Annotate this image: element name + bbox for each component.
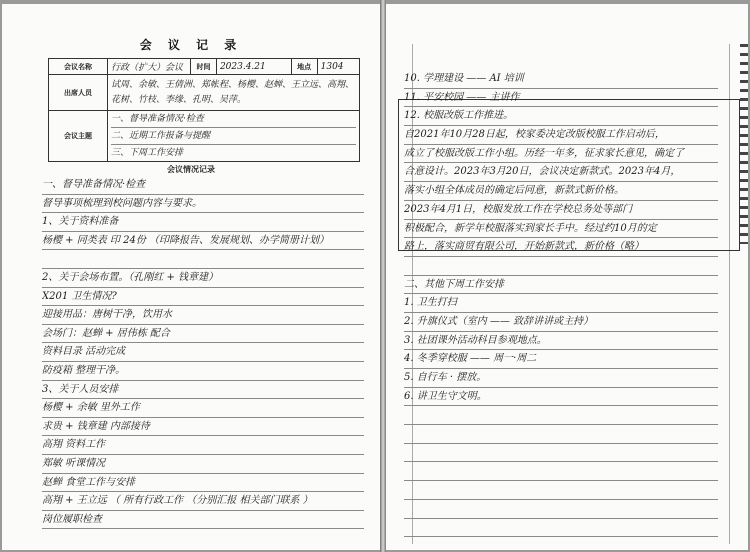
handwritten-line: 成立了校服改版工作小组。历经一年多，征求家长意见，确定了 — [404, 145, 718, 164]
handwritten-line — [42, 250, 364, 269]
handwritten-line: X201 卫生情况? — [42, 288, 364, 307]
topic-label: 会议主题 — [49, 111, 108, 162]
handwritten-line: 2、关于会场布置。（孔刚红 + 钱章建） — [42, 269, 364, 288]
handwritten-line: 杨樱 + 同类表 印 24份 （印降报告、发展规划、办学简册计划） — [42, 232, 364, 251]
handwritten-line — [404, 519, 718, 538]
handwritten-line: 赵蝉 食堂工作与安排 — [42, 474, 364, 493]
handwritten-line: 杨樱 + 余敏 里外工作 — [42, 399, 364, 418]
left-page — [2, 4, 380, 550]
time-value: 2023.4.21 — [216, 59, 291, 75]
handwritten-line: 合意设计。2023年3月20日，会议决定新款式。2023年4月， — [404, 163, 718, 182]
handwritten-line — [404, 462, 718, 481]
meeting-name-value: 行政（扩大）会议 — [108, 59, 191, 75]
handwritten-line: 督导事项梳理到校问题内容与要求。 — [42, 195, 364, 214]
handwritten-line: 3、关于人员安排 — [42, 381, 364, 400]
right-page — [386, 4, 748, 550]
attendees-label: 出席人员 — [49, 75, 108, 111]
handwritten-line — [404, 257, 718, 276]
meeting-name-label: 会议名称 — [49, 59, 108, 75]
handwritten-line — [404, 425, 718, 444]
record-section-title: 会议情况记录 — [167, 165, 215, 174]
handwritten-line — [404, 500, 718, 519]
attendees-value: 试周、余敏、王倩洲、郑帐程、杨樱、赵蝉、王立远、高翔、花树、竹枝、李缘、孔明、吴萍。 — [108, 75, 360, 111]
place-label: 地点 — [291, 59, 317, 75]
handwritten-line: 2. 升旗仪式（室内 —— 致辞讲讲或主持） — [404, 313, 718, 332]
time-label: 时间 — [190, 59, 216, 75]
handwritten-line: 4. 冬季穿校服 —— 周一·周二 — [404, 350, 718, 369]
topic-item: 一、督导准备情况·检查 — [111, 111, 356, 128]
place-value: 1304 — [317, 59, 359, 75]
meeting-info-table — [48, 58, 360, 162]
handwritten-line: 会场门：赵蝉 + 居伟栋 配合 — [42, 325, 364, 344]
handwritten-line — [404, 481, 718, 500]
handwritten-line: 11. 平安校园 —— 主讲作 — [404, 89, 718, 108]
topic-item: 三、下周工作安排 — [111, 148, 184, 158]
handwritten-line: 资料目录 活动完成 — [42, 343, 364, 362]
handwritten-line: 10. 学理建设 —— AI 培训 — [404, 70, 718, 89]
handwritten-line: 岗位履职检查 — [42, 511, 364, 530]
handwritten-line — [404, 444, 718, 463]
handwritten-line: 6. 讲卫生守文明。 — [404, 388, 718, 407]
handwritten-line: 3. 社团课外活动科目参观地点。 — [404, 332, 718, 351]
binder-edge — [740, 44, 748, 244]
topic-list — [108, 111, 360, 162]
handwritten-line: 5. 自行车 · 摆放。 — [404, 369, 718, 388]
handwritten-line: 12. 校服改版工作推进。 — [404, 107, 718, 126]
handwritten-line: 1、关于资料准备 — [42, 213, 364, 232]
handwritten-line: 求贵 + 钱章建 内部接待 — [42, 418, 364, 437]
right-lined-area — [404, 70, 718, 542]
handwritten-line: 自2021年10月28日起，校家委决定改版校服工作启动后， — [404, 126, 718, 145]
handwritten-line: 郑敏 听课情况 — [42, 455, 364, 474]
handwritten-line: 2023年4月1日，校服发放工作在学校总务处等部门 — [404, 201, 718, 220]
left-lined-area — [42, 176, 364, 542]
handwritten-line: 防疫箱 整理干净。 — [42, 362, 364, 381]
handwritten-line — [404, 406, 718, 425]
handwritten-line: 路上，落实商贸有限公司，开始新款式，新价格（略） — [404, 238, 718, 257]
handwritten-line: 一、督导准备情况·检查 — [42, 176, 364, 195]
handwritten-line: 积极配合，新学年校服落实到家长手中。经过约10月的定 — [404, 220, 718, 239]
handwritten-line: 1. 卫生打扫 — [404, 294, 718, 313]
handwritten-line: 落实小组全体成员的确定后同意，新款式新价格。 — [404, 182, 718, 201]
topic-item: 二、近期工作报备与提醒 — [111, 128, 356, 145]
handwritten-line: 二、其他下周工作安排 — [404, 276, 718, 295]
handwritten-line: 高翔 资料工作 — [42, 436, 364, 455]
handwritten-line: 迎接用品：唐树干净，饮用水 — [42, 306, 364, 325]
page-title: 会 议 记 录 — [139, 38, 243, 52]
handwritten-line: 高翔 + 王立远 （ 所有行政工作 （分别汇报 相关部门联系 ） — [42, 492, 364, 511]
